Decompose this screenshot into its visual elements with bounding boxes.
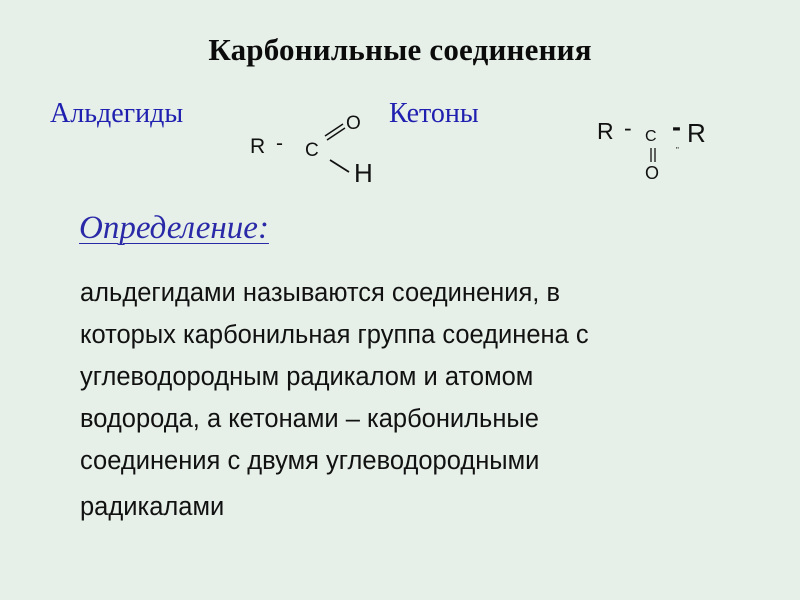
ketones-label: Кетоны <box>389 98 479 129</box>
slide-title: Карбонильные соединения <box>208 32 592 67</box>
ketone-mark: " <box>676 146 679 155</box>
definition-line-4: водорода, а кетонами – карбонильные <box>80 405 539 433</box>
ketone-bonds <box>0 0 800 200</box>
aldehyde-c-atom: C <box>305 140 319 161</box>
definition-line-1: альдегидами называются соединения, в <box>80 279 560 307</box>
aldehydes-label: Альдегиды <box>50 98 184 129</box>
ketone-formula <box>0 0 800 200</box>
ketone-c-atom: C <box>645 128 657 145</box>
ketone-o-atom: O <box>645 163 660 183</box>
aldehyde-h-atom: H <box>354 158 373 188</box>
definition-heading: Определение: <box>79 210 269 246</box>
ketone-r-right-atom: R <box>687 118 706 148</box>
definition-text <box>80 272 760 528</box>
aldehyde-dash: - <box>276 132 283 155</box>
definition-line-3: углеводородным радикалом и атомом <box>80 363 534 391</box>
ketone-dash-left: - <box>624 115 632 141</box>
definition-line-5: соединения с двумя углеводородными <box>80 447 540 475</box>
definition-line-6: радикалами <box>80 493 225 521</box>
ketone-dash-right: - <box>672 112 681 142</box>
definition-line-2: которых карбонильная группа соединена с <box>80 321 589 349</box>
aldehyde-r-atom: R <box>250 135 266 158</box>
ketone-r-left-atom: R <box>597 118 614 144</box>
aldehyde-o-atom: O <box>346 113 361 134</box>
